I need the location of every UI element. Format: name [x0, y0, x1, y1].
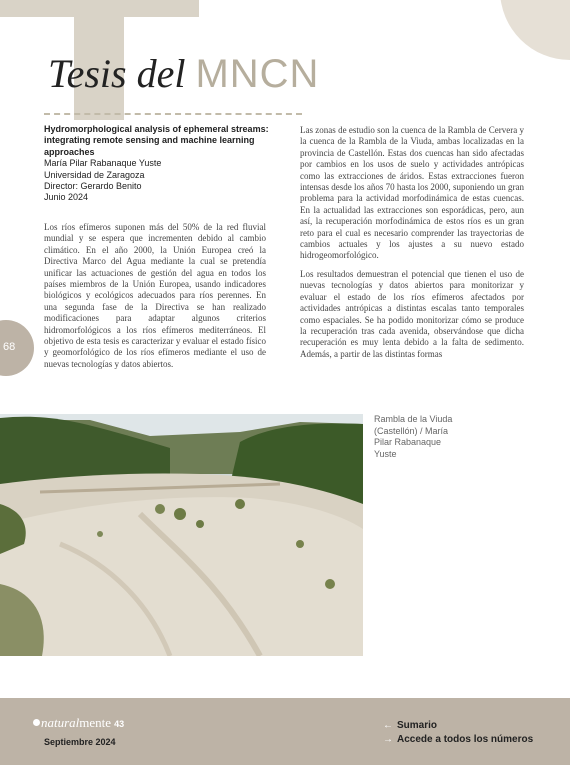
issue-date: Septiembre 2024 [44, 737, 116, 747]
magazine-brand [33, 715, 124, 731]
thesis-date: Junio 2024 [44, 192, 89, 203]
brand-dot-icon [33, 719, 40, 726]
corner-decoration [500, 0, 570, 60]
thesis-director: Director: Gerardo Benito [44, 181, 142, 192]
arrow-right-icon: → [383, 734, 393, 745]
section-title [48, 50, 319, 98]
paragraph: Los ríos efímeros suponen más del 50% de la red fluvial mundial y se espera que incrementen debido al cambio climático. En el año 2000, la Unión Europea creó la Directiva Marco del Agua mediante la cual se pretendía unificar las actuaciones de gestión del agua en todos los países miembros de la Unión Europea, usando indicadores biológicos y ecológicos adecuados para ríos perennes. En una segunda fase de la Directiva se han realizado modificaciones para adaptar algunos criterios hidromorfológicos a los ríos efímeros mediterráneos. El objetivo de esta tesis es caracterizar y evaluar el estado físico y geomorfológico de los ríos efímeros mediante el uso de nuevas tecnologías y datos abiertos. [44, 222, 266, 369]
all-issues-link-label: Accede a todos los números [397, 734, 534, 745]
photo-caption: Rambla de la Viuda (Castellón) / María Pilar Rabanaque Yuste [374, 414, 453, 459]
summary-link-label: Sumario [397, 720, 438, 731]
thesis-university: Universidad de Zaragoza [44, 169, 145, 180]
body-column-left [44, 222, 266, 377]
thesis-author: María Pilar Rabanaque Yuste [44, 158, 162, 169]
dashed-divider [44, 113, 302, 115]
river-photo [0, 414, 363, 656]
arrow-left-icon: ← [383, 720, 393, 731]
paragraph: Las zonas de estudio son la cuenca de la Rambla de Cervera y la cuenca de la Rambla de la Viuda, ambas localizadas en la provincia de Castellón. Estas dos cuencas han sido afectadas por cambios en los usos de suelo y actividades antrópicas como las extracciones de áridos. Estas extracciones fueron intensas desde los años 70 hasta los 2000, suponiendo un gran problema para la actividad morfodinámica de estas cuencas. En la actualidad las extracciones son esporádicas, pero, aun así, la recuperación morfodinámica de estos ríos es un gran reto para el cual es necesario comprender las trayectorias de cambios actuales y los ajustes a su nuevo estado hidrogeomorfológico. [300, 125, 524, 261]
body-column-right [300, 125, 524, 367]
issue-number: 43 [114, 719, 125, 729]
section-title-italic: Tesis del [48, 51, 186, 96]
paragraph: Los resultados demuestran el potencial que tienen el uso de nuevas tecnologías y datos abiertos para monitorizar y evaluar el estado de los ríos efímeros afectados por actividades antrópicas a distintas escalas tanto temporales como espaciales. Se ha podido monitorizar cómo se produce la recuperación tras cada avenida, observándose que dicha recuperación es muy lenta debido a la falta de sedimento. Además, a partir de las distintas formas [300, 268, 524, 359]
summary-link[interactable] [383, 720, 437, 731]
brand-rest: mente [79, 715, 112, 730]
all-issues-link[interactable] [383, 734, 533, 745]
section-title-caps: MNCN [195, 52, 320, 96]
thesis-info [44, 124, 274, 204]
footer-bar [0, 698, 570, 765]
brand-italic: natural [41, 715, 80, 730]
page-number: 68 [3, 341, 16, 353]
thesis-title: Hydromorphological analysis of ephemeral streams: integrating remote sensing and machine learning approaches [44, 124, 269, 157]
page-number-badge [0, 320, 34, 376]
